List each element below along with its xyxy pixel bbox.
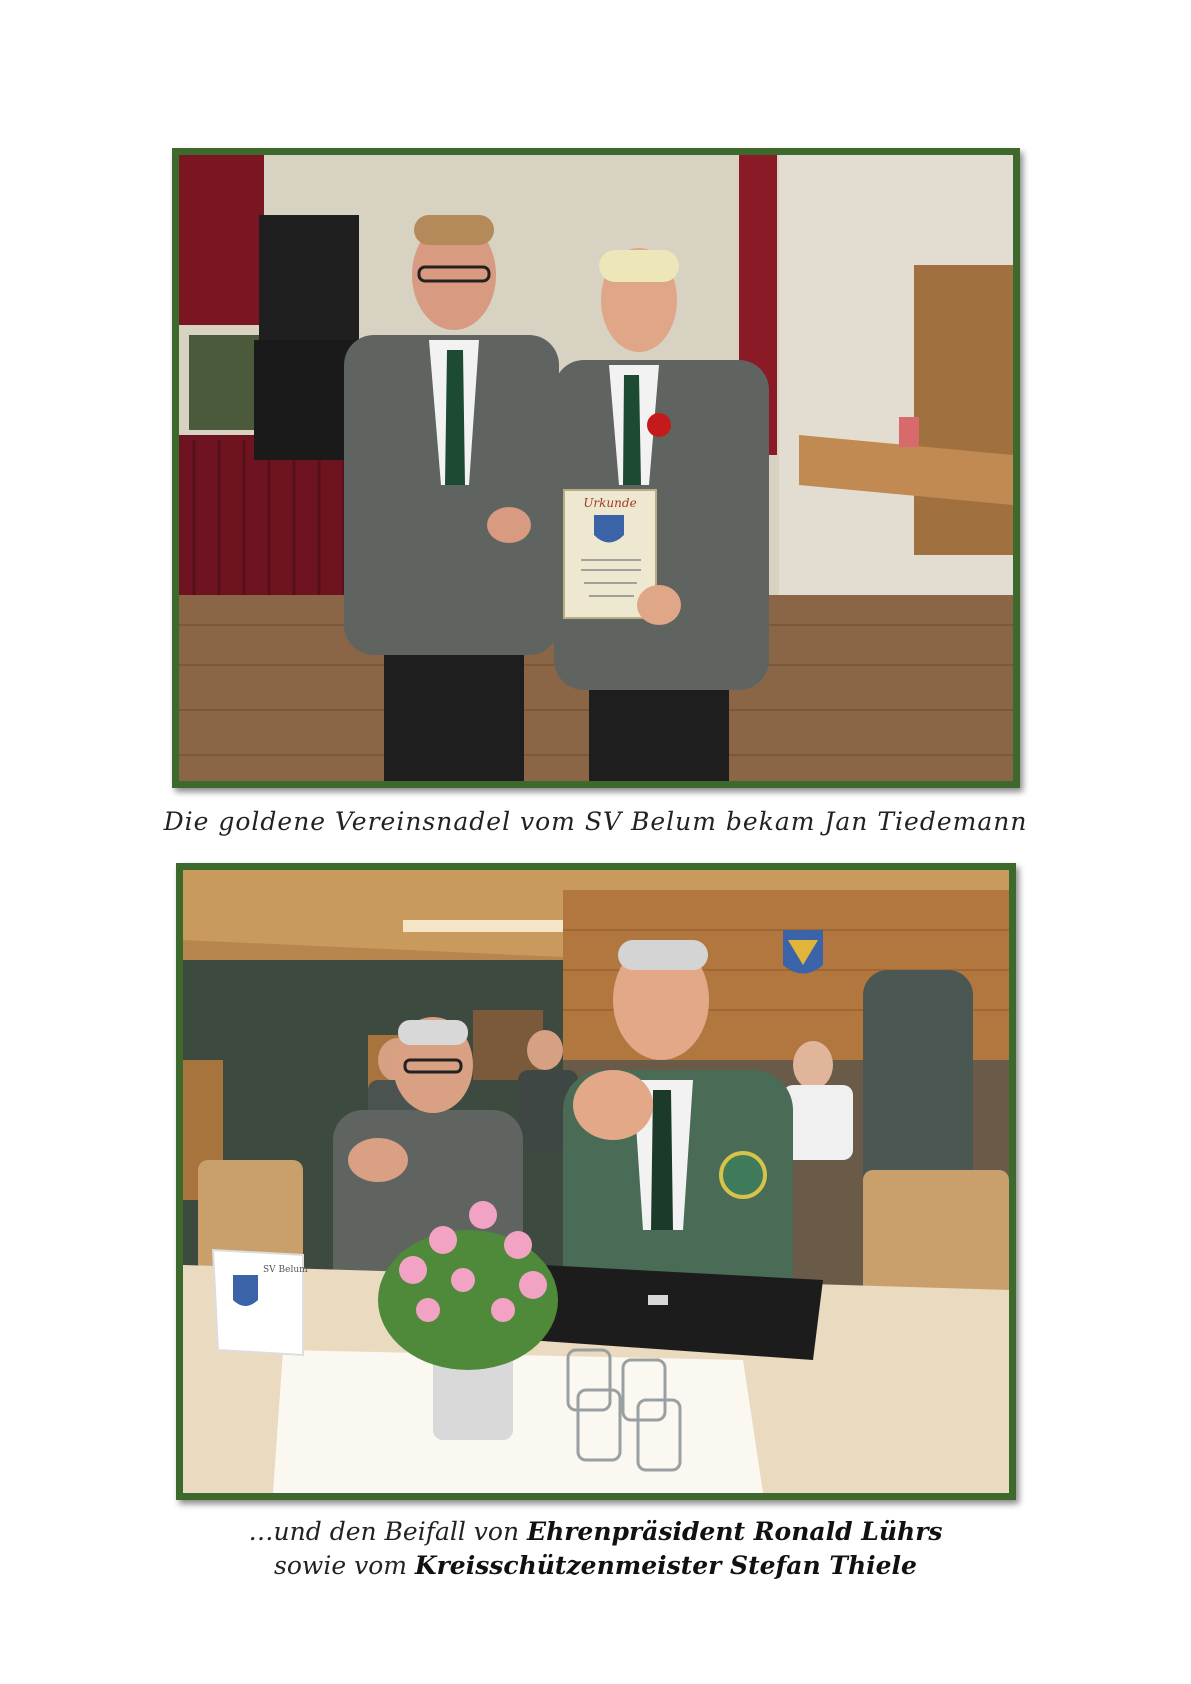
caption-applause bbox=[0, 1515, 1191, 1583]
flower-bouquet bbox=[378, 1230, 558, 1370]
person-standing-right bbox=[863, 970, 973, 1200]
caption-applause-line2 bbox=[0, 1549, 1191, 1583]
speaker-top bbox=[259, 215, 359, 340]
caption-line1-prefix: …und den Beifall von bbox=[248, 1517, 528, 1546]
caption-line2-emphasis: Kreisschützenmeister Stefan Thiele bbox=[414, 1551, 917, 1580]
photo-award-ceremony bbox=[172, 148, 1020, 788]
caption-line2-prefix: sowie vom bbox=[274, 1551, 415, 1580]
certificate-heading: Urkunde bbox=[583, 496, 637, 510]
caption-award: Die goldene Vereinsnadel vom SV Belum bekam Jan Tiedemann bbox=[163, 807, 1028, 836]
photo-applause-image bbox=[183, 870, 1009, 1493]
curtain-left bbox=[179, 155, 264, 325]
table-card-label: SV Belum bbox=[263, 1265, 308, 1275]
photo-award-ceremony-image bbox=[179, 155, 1013, 781]
photo-applause bbox=[176, 863, 1016, 1500]
caption-line1-emphasis: Ehrenpräsident Ronald Lührs bbox=[527, 1517, 943, 1546]
caption-applause-line1 bbox=[0, 1515, 1191, 1549]
